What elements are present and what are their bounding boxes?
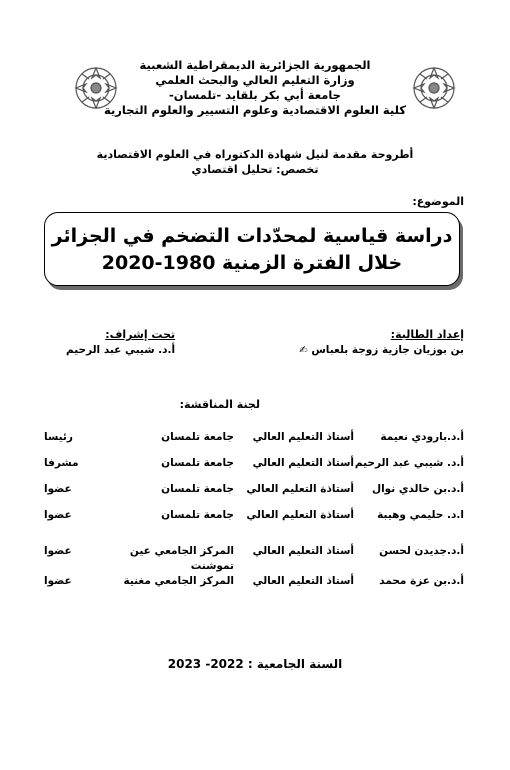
pen-icon: ✍ [299,345,308,356]
member-institution: جامعة تلمسان [161,483,234,495]
supervisor-label: تحت إشراف: [105,328,176,341]
committee-row [44,483,464,499]
member-rank: أستاذ التعليم العالي [252,431,354,443]
committee-row [44,509,464,525]
prepared-name-row [299,343,464,358]
member-role: عضوا [44,483,72,495]
member-institution: جامعة تلمسان [161,431,234,443]
prepared-label: إعداد الطالبة: [390,328,464,341]
committee-row [44,431,464,447]
thesis-specialty: تخصص: تحليل اقتصادي [191,163,319,176]
member-name: أ.د. شيبي عبد الرحيم [354,457,464,469]
subject-label: الموضوع: [412,195,464,208]
member-role: مشرفا [44,457,79,469]
header-line: كلية العلوم الاقتصادية وعلوم التسيير والعلوم التجارية [104,103,406,117]
member-name: أ.د.بارودي نعيمة [380,431,464,443]
thesis-degree: أطروحة مقدمة لنيل شهادة الدكتوراه في العلوم الاقتصادية [96,148,414,161]
member-rank: أستاذة التعليم العالي [246,509,354,521]
academic-year: السنة الجامعية : 2022- 2023 [167,657,343,671]
member-role: رئيسا [44,431,73,443]
committee-row [44,545,464,561]
member-name: ا.د. حليمي وهيبة [377,509,464,521]
member-rank: أستاذ التعليم العالي [252,545,354,557]
prepared-by [299,327,464,358]
member-rank: أستاذ التعليم العالي [252,457,354,469]
supervisor-name: أ.د. شيبي عبد الرحيم [66,344,176,356]
member-institution: جامعة تلمسان [161,457,234,469]
member-institution: جامعة تلمسان [161,509,234,521]
member-rank: أستاذ التعليم العالي [252,575,354,587]
member-name: أ.د.بن عزة محمد [379,575,464,587]
institution-header [0,58,510,118]
title-line: دراسة قياسية لمحدّدات التضخم في الجزائر [51,225,453,247]
title-box [44,212,460,286]
member-institution: المركز الجامعي مغنية [123,575,234,587]
thesis-info [0,147,510,177]
committee-title: لجنة المناقشة: [179,398,260,411]
member-name: أ.د.جديدن لحسن [379,545,464,557]
member-role: عضوا [44,575,72,587]
header-line: جامعة أبي بكر بلقايد -تلمسان- [169,88,341,102]
committee-row [44,575,464,591]
title-line: خلال الفترة الزمنية 1980-2020 [101,252,403,274]
committee-row [44,457,464,473]
member-institution: المركز الجامعي عين [129,545,234,557]
member-rank: أستاذة التعليم العالي [246,483,354,495]
supervised-by [66,327,175,357]
member-role: عضوا [44,509,72,521]
member-name: أ.د.بن خالدي نوال [371,483,464,495]
header-line: وزارة التعليم العالي والبحث العلمي [155,73,355,87]
member-institution-continued: تموشنت [190,560,234,572]
header-line: الجمهورية الجزائرية الديمقراطية الشعبية [139,58,371,72]
member-role: عضوا [44,545,72,557]
prepared-name: بن بوزيان جازية زوجة بلعباس [311,344,464,356]
